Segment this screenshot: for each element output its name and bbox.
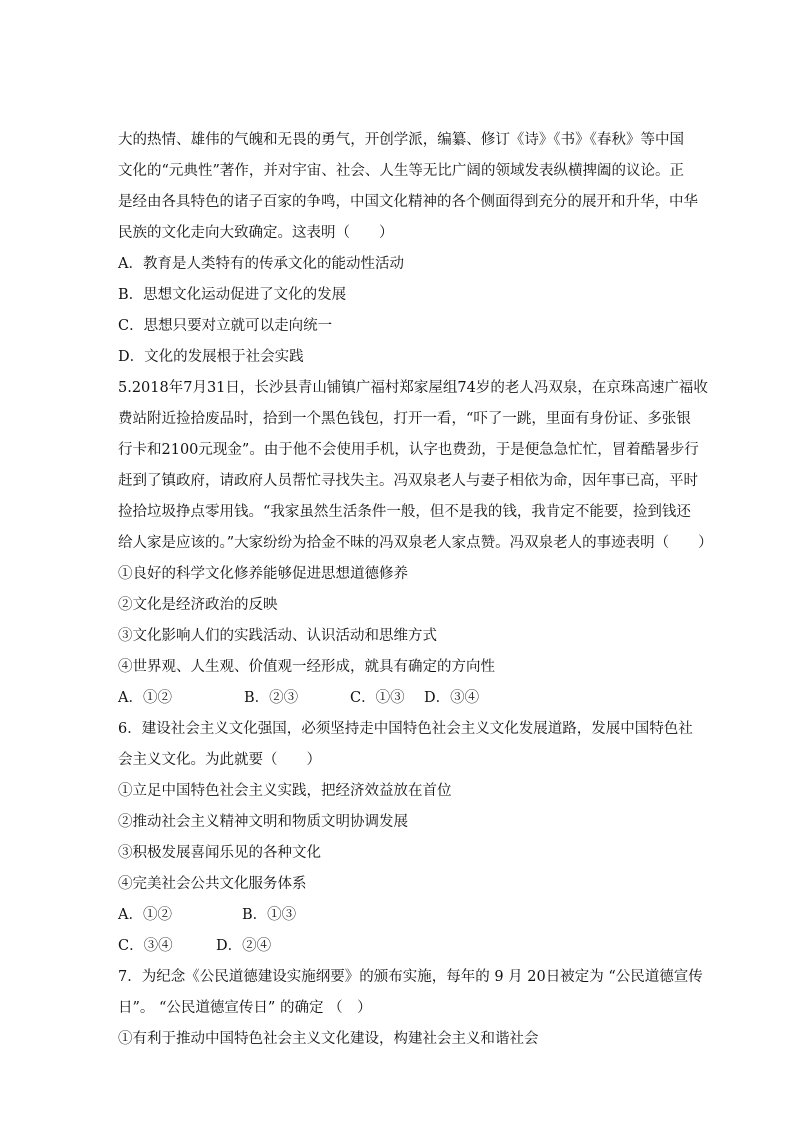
q5-item-3: ③文化影响人们的实践活动、认识活动和思维方式	[118, 628, 437, 644]
q6-option-d: D．②④	[216, 938, 272, 954]
q7-stem-line-2: 日”。 “公民道德宣传日” 的确定 （ ）	[118, 1000, 372, 1016]
q6-item-2: ②推动社会主义精神文明和物质文明协调发展	[118, 814, 408, 830]
q5-stem-line-5: 捡拾垃圾挣点零用钱。“我家虽然生活条件一般，但不是我的钱，我肯定不能要，捡到钱还	[118, 504, 691, 520]
q6-option-b: B．①③	[242, 907, 297, 923]
q4-option-b: B．思想文化运动促进了文化的发展	[118, 287, 347, 303]
q6-option-c: C．③④	[118, 938, 173, 954]
q5-option-d: D．③④	[424, 690, 480, 706]
q6-options-row-1	[118, 905, 684, 925]
q6-option-a: A．①②	[118, 907, 172, 923]
q4-option-d: D．文化的发展根于社会实践	[118, 349, 304, 365]
q4-option-a: A．教育是人类特有的传承文化的能动性活动	[118, 256, 404, 272]
q4-stem-line-2: 文化的“元典性”著作，并对宇宙、社会、人生等无比广阔的领域发表纵横捭阖的议论。正	[118, 163, 684, 179]
q6-item-1: ①立足中国特色社会主义实践，把经济效益放在首位	[118, 783, 452, 799]
q5-item-4: ④世界观、人生观、价值观一经形成，就具有确定的方向性	[118, 659, 495, 675]
q5-item-1: ①良好的科学文化修养能够促进思想道德修养	[118, 566, 408, 582]
q4-option-c: C．思想只要对立就可以走向统一	[118, 318, 333, 334]
q4-stem-line-4: 民族的文化走向大致确定。这表明（ ）	[118, 225, 394, 241]
q6-item-3: ③积极发展喜闻乐见的各种文化	[118, 845, 321, 861]
q6-stem-line-1: 6．建设社会主义文化强国，必须坚持走中国特色社会主义文化发展道路，发展中国特色社	[118, 721, 693, 737]
q6-stem-line-2: 会主义文化。为此就要（ ）	[118, 752, 321, 768]
q7-item-1: ①有利于推动中国特色社会主义文化建设，构建社会主义和谐社会	[118, 1031, 539, 1047]
q6-options-row-2	[118, 936, 684, 956]
q5-option-a: A．①②	[118, 690, 172, 706]
q5-stem-line-4: 赶到了镇政府，请政府人员帮忙寻找失主。冯双泉老人与妻子相依为命，因年事已高，平时	[118, 473, 698, 489]
q5-stem-line-3: 行卡和2100元现金”。由于他不会使用手机，认字也费劲，于是便急急忙忙，冒着酷暑步行	[118, 442, 699, 458]
q4-stem-line-1: 大的热情、雄伟的气魄和无畏的勇气，开创学派，编纂、修订《诗》《书》《春秋》等中国	[118, 132, 684, 148]
q5-option-c: C．①③	[350, 690, 405, 706]
q5-stem-line-2: 费站附近捡拾废品时，拾到一个黑色钱包，打开一看，“吓了一跳，里面有身份证、多张银	[118, 411, 691, 427]
q5-option-b: B．②③	[244, 690, 299, 706]
q5-stem-line-1: 5.2018年7月31日，长沙县青山铺镇广福村郑家屋组74岁的老人冯双泉，在京珠高速广福收	[118, 380, 708, 396]
q5-options-row	[118, 688, 684, 708]
q7-stem-line-1: 7．为纪念《公民道德建设实施纲要》的颁布实施，每年的 9 月 20日被定为 “公民道德宣传	[118, 969, 703, 985]
q6-item-4: ④完美社会公共文化服务体系	[118, 876, 307, 892]
q4-stem-line-3: 是经由各具特色的诸子百家的争鸣，中国文化精神的各个侧面得到充分的展开和升华，中华	[118, 194, 698, 210]
q5-stem-line-6: 给人家是应该的。”大家纷纷为拾金不昧的冯双泉老人家点赞。冯双泉老人的事迹表明（ ）	[118, 535, 713, 551]
q5-item-2: ②文化是经济政治的反映	[118, 597, 278, 613]
